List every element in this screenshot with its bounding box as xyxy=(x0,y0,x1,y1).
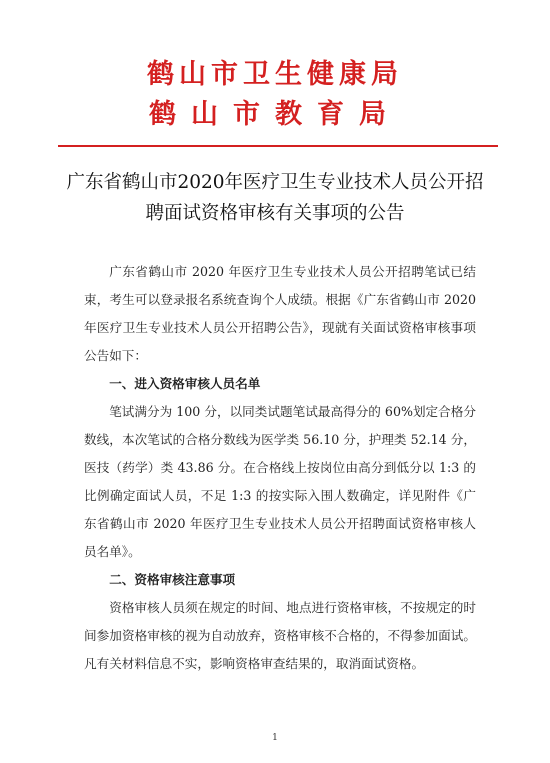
red-header-rule xyxy=(58,145,498,147)
intro-paragraph: 广东省鹤山市 2020 年医疗卫生专业技术人员公开招聘笔试已结束，考生可以登录报名系统查询个人成绩。根据《广东省鹤山市 2020 年医疗卫生专业技术人员公开招聘公告》，现就有关面试资格审核事项公告如下： xyxy=(84,264,476,363)
issuing-org-education-bureau: 鹤山市教育局 xyxy=(149,99,401,130)
section-1-paragraph: 笔试满分为 100 分，以同类试题笔试最高得分的 60%划定合格分数线，本次笔试的合格分数线为医学类 56.10 分，护理类 52.14 分，医技（药学）类 43.86 分。在合格线上按岗位由高分到低分以 1:3 的比例确定面试人员，不足 1:3 的按实际入围人数确定，详见附件《广东省鹤山市 2020 年医疗卫生专业技术人员公开招聘面试资格审核人员名单》。 xyxy=(84,404,476,559)
document-body xyxy=(84,258,476,678)
section-1-heading: 一、进入资格审核人员名单 xyxy=(109,376,261,391)
document-title: 广东省鹤山市2020年医疗卫生专业技术人员公开招聘面试资格审核有关事项的公告 xyxy=(66,172,484,224)
page-number: 1 xyxy=(272,733,278,743)
issuing-org-health-bureau: 鹤山市卫生健康局 xyxy=(147,59,403,90)
section-2-heading: 二、资格审核注意事项 xyxy=(109,572,236,587)
section-2-paragraph: 资格审核人员须在规定的时间、地点进行资格审核，不按规定的时间参加资格审核的视为自动放弃，资格审核不合格的，不得参加面试。凡有关材料信息不实，影响资格审查结果的，取消面试资格。 xyxy=(84,600,476,671)
